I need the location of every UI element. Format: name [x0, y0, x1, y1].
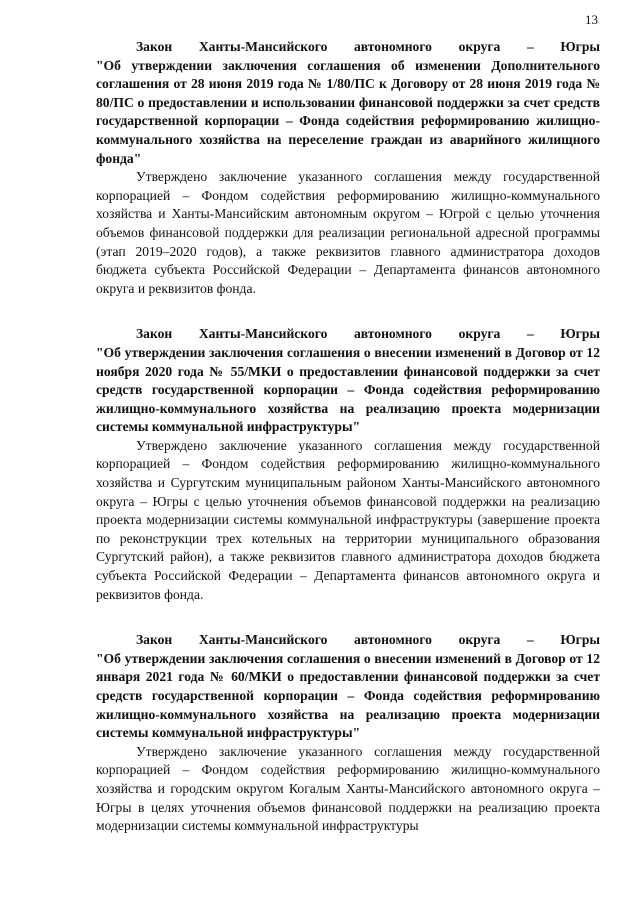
law-section-3: [96, 631, 600, 836]
law-heading-1: [96, 38, 600, 168]
law-section-1: [96, 38, 600, 298]
law-heading-2: [96, 325, 600, 437]
law-heading-3: [96, 631, 600, 743]
law-heading-1-subject: "Об утверждении заключения соглашения об изменении Дополнительного соглашения от 28 июня 2019 года № 1/80/ПС к Договору от 28 июня 2019 года № 80/ПС о предоставлении и использовании финансовой поддержки за счет средств государственной корпорации – Фонда содействия реформированию жилищно-коммунального хозяйства на переселение граждан из аварийного жилищного фонда": [96, 57, 600, 166]
law-summary-3: Утверждено заключение указанного соглашения между государственной корпорацией – Фондом содействия реформированию жилищно-коммунального хозяйства и городским округом Когалым Ханты-Мансийского автономного округа – Югры в целях уточнения объемов финансовой поддержки на реализацию проекта модернизации системы коммунальной инфраструктуры: [96, 743, 600, 834]
law-summary-1: Утверждено заключение указанного соглашения между государственной корпорацией – Фондом содействия реформированию жилищно-коммунального хозяйства и Ханты-Мансийским автономным округом – Югрой с целью уточнения объемов финансовой поддержки для реализации региональной адресной программы (этап 2019–2020 годов), а также реквизитов главного администратора доходов бюджета субъекта Российской Федерации – Департамента финансов автономного округа и реквизитов фонда.: [96, 169, 600, 296]
law-heading-3-title: Закон Ханты-Мансийского автономного округа – Югры: [136, 632, 600, 648]
law-heading-2-subject: "Об утверждении заключения соглашения о внесении изменений в Договор от 12 ноября 2020 года № 55/МКИ о предоставлении финансовой поддержки за счет средств государственной корпорации – Фонда содействия реформированию жилищно-коммунального хозяйства на реализацию проекта модернизации системы коммунальной инфраструктуры": [96, 344, 600, 435]
law-heading-2-title: Закон Ханты-Мансийского автономного округа – Югры: [136, 326, 600, 342]
document-content: [96, 38, 600, 863]
law-section-2: [96, 325, 600, 604]
page-number: 13: [585, 12, 598, 27]
law-heading-1-title: Закон Ханты-Мансийского автономного округа – Югры: [136, 39, 600, 54]
law-summary-2: Утверждено заключение указанного соглашения между государственной корпорацией – Фондом содействия реформированию жилищно-коммунального хозяйства и Сургутским муниципальным районом Ханты-Мансийского автономного округа – Югры с целью уточнения объемов финансовой поддержки на реализацию проекта модернизации системы коммунальной инфраструктуры (завершение проекта по реконструкции трех котельных на территории муниципального образования Сургутский район), а также реквизитов главного администратора доходов бюджета субъекта Российской Федерации – Департамента финансов автономного округа и реквизитов фонда.: [96, 437, 600, 602]
law-heading-3-subject: "Об утверждении заключения соглашения о внесении изменений в Договор от 12 января 2021 года № 60/МКИ о предоставлении финансовой поддержки за счет средств государственной корпорации – Фонда содействия реформированию жилищно-коммунального хозяйства на реализацию проекта модернизации системы коммунальной инфраструктуры": [96, 650, 600, 741]
